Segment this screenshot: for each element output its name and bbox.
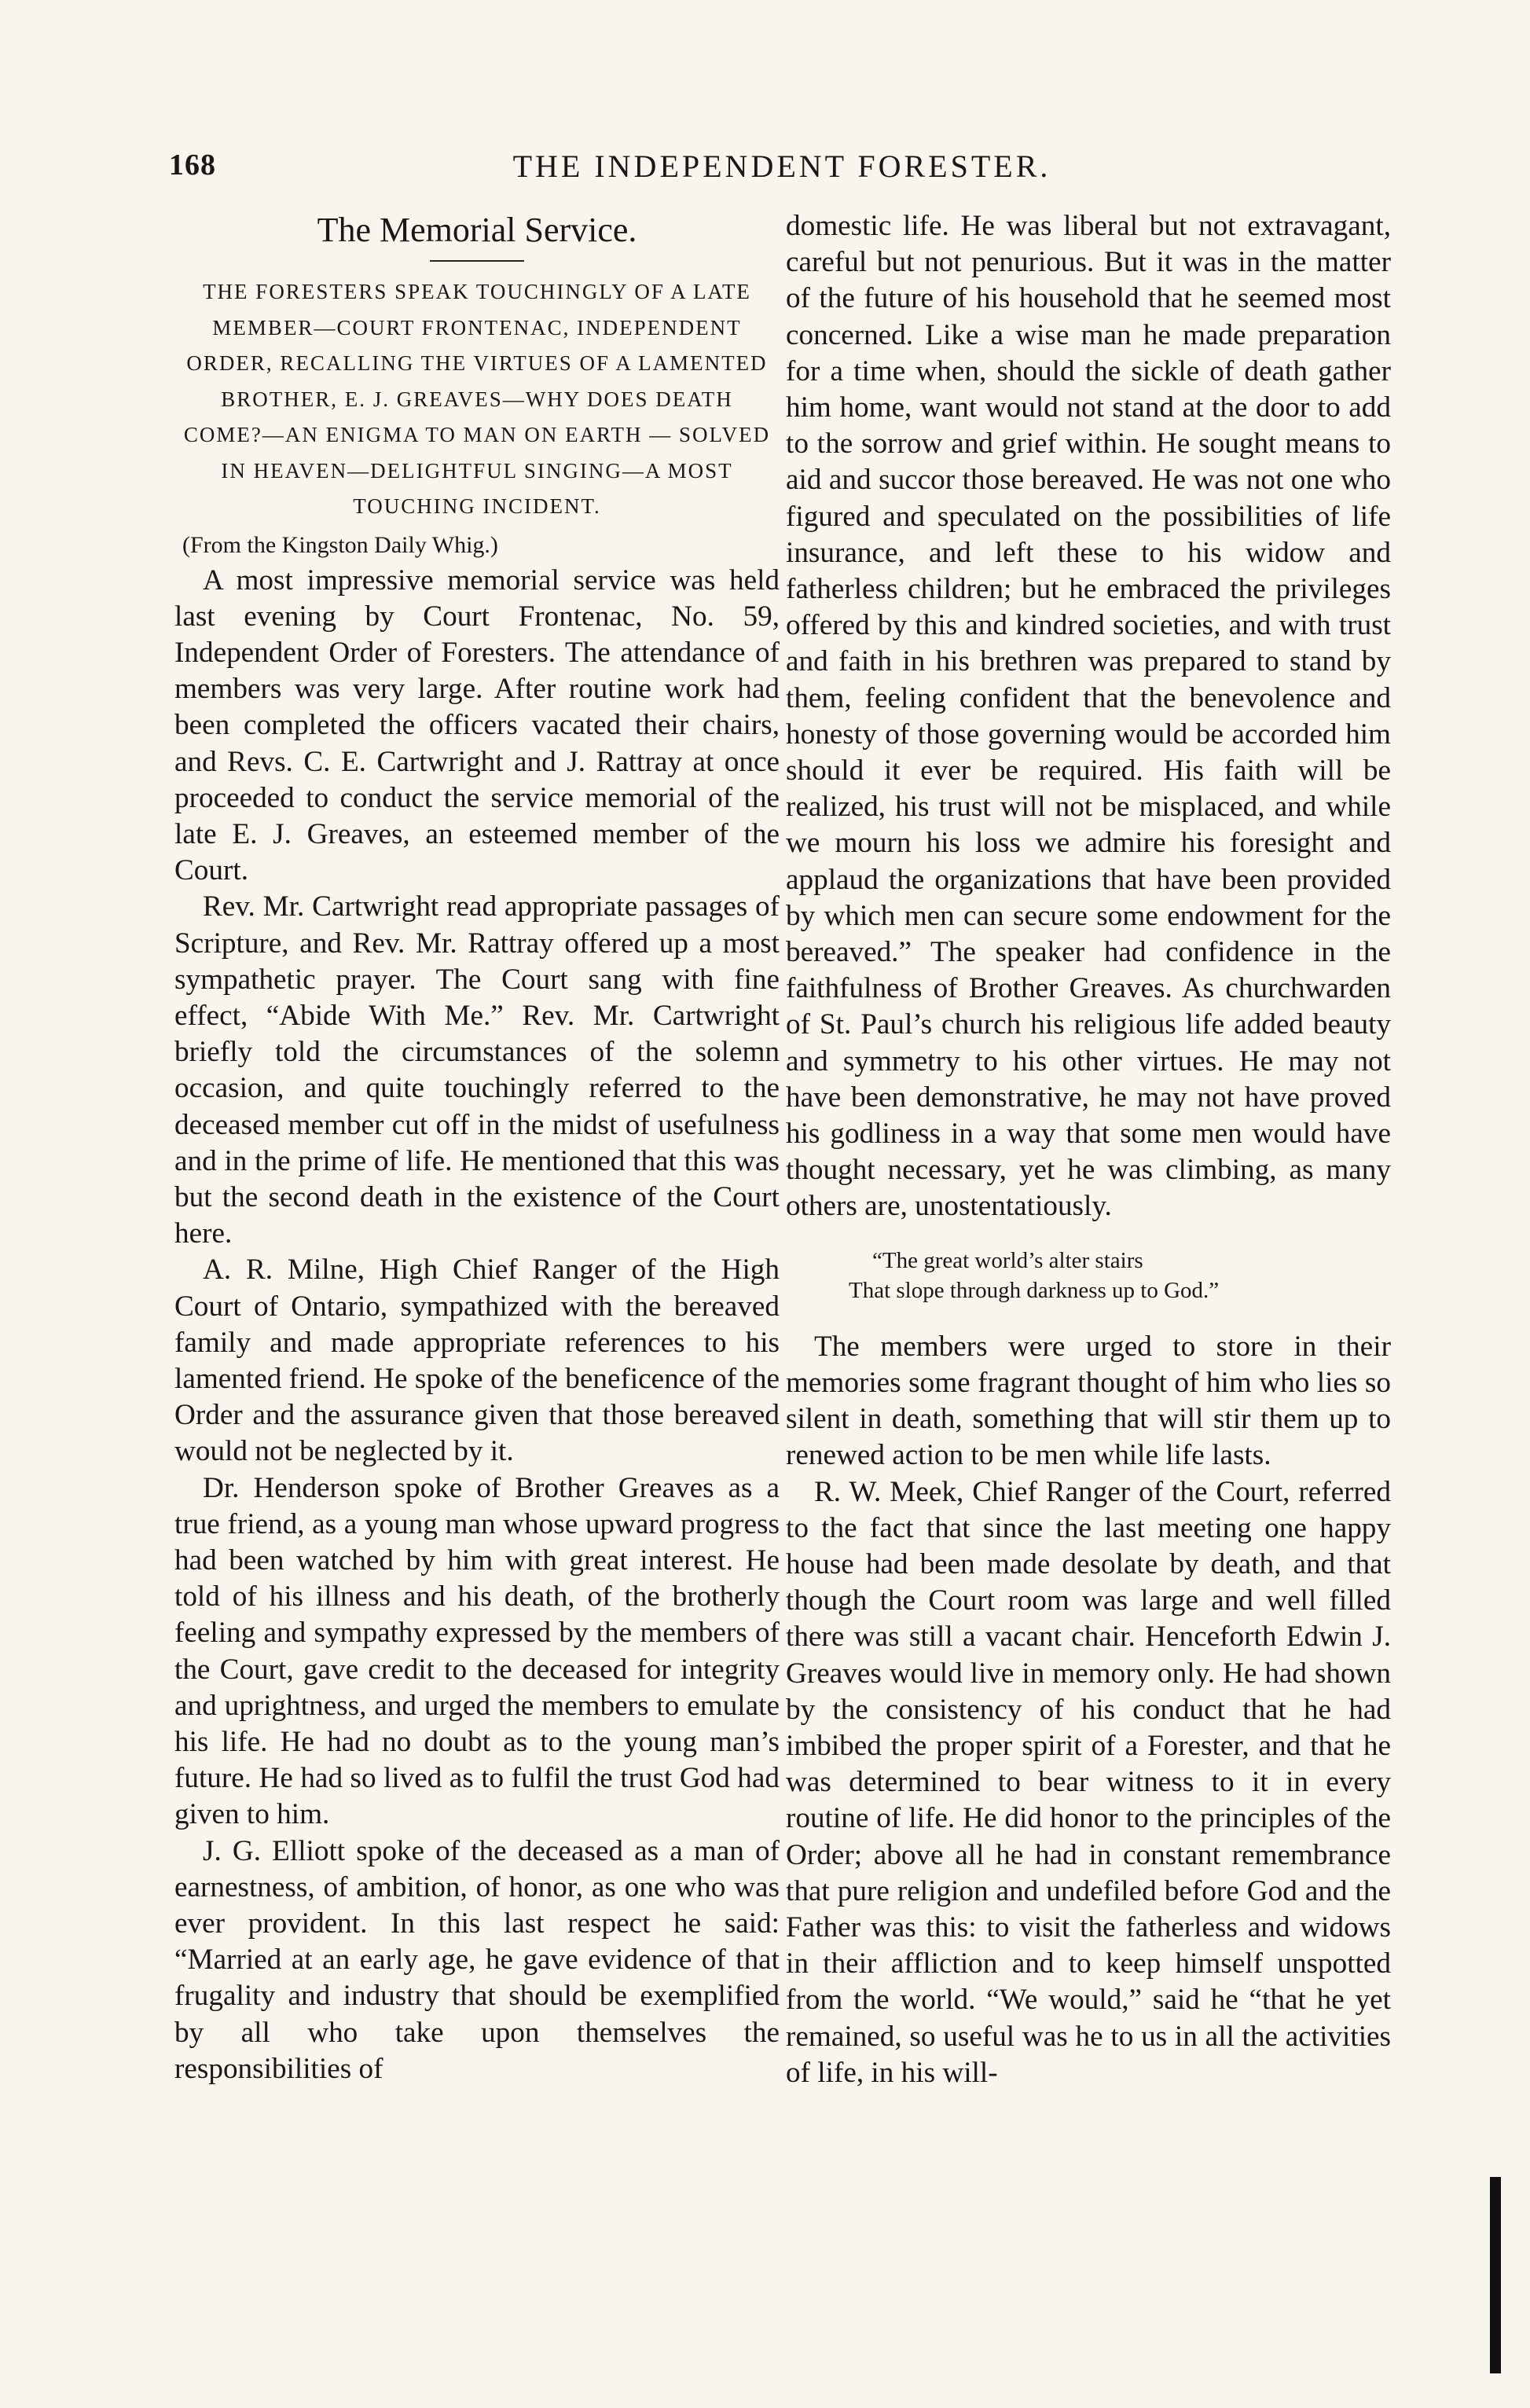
- scan-edge-mark: [1490, 2177, 1501, 2373]
- paragraph: A most impressive memorial service was held last evening by Court Frontenac, No. 59, Independent Order of Foresters. The attendance of members was very large. After routine work had been completed the officers vacated their chairs, and Revs. C. E. Cartwright and J. Rattray at once proceeded to conduct the service memorial of the late E. J. Greaves, an esteemed member of the Court.: [174, 563, 780, 887]
- page-number: 168: [169, 149, 216, 182]
- paragraph: R. W. Meek, Chief Ranger of the Court, referred to the fact that since the last meeting one happy house had been made desolate by death, and that though the Court room was large and well filled there was still a vacant chair. Henceforth Edwin J. Greaves would live in memory only. He had shown by the consistency of his conduct that he had imbibed the proper spirit of a Forester, and that he was determined to bear witness to it in every routine of life. He did honor to the principles of the Order; above all he had in constant remembrance that pure religion and undefiled before God and the Father was this: to visit the fatherless and widows in their affliction and to keep himself unspotted from the world. “We would,” said he “that he yet remained, so useful was he to us in all the activities of life, in his will-: [786, 1475, 1391, 2089]
- paragraph: Dr. Henderson spoke of Brother Greaves as a true friend, as a young man whose upward progress had been watched by him with great interest. He told of his illness and his death, of the brotherly feeling and sympathy expressed by the members of the Court, gave credit to the deceased for integrity and uprightness, and urged the members to emulate his life. He had no doubt as to the young man’s future. He had so lived as to fulfil the trust God had given to him.: [174, 1471, 780, 1831]
- poem-line: “The great world’s alter stairs: [872, 1247, 1143, 1273]
- paragraph: A. R. Milne, High Chief Ranger of the High Court of Ontario, sympathized with the bereaved family and made appropriate references to his lamented friend. He spoke of the beneficence of the Order and the assurance given that those bereaved would not be neglected by it.: [174, 1254, 780, 1468]
- paragraph: J. G. Elliott spoke of the deceased as a man of earnestness, of ambition, of honor, as one who was ever provident. In this last respect he said: “Married at an early age, he gave evidence of that frugality and industry that should be exemplified by all who take upon themselves the responsibilities of: [174, 1834, 780, 2085]
- poem-line: That slope through darkness up to God.”: [849, 1277, 1220, 1303]
- right-column: [786, 208, 1391, 2267]
- article-subhead: THE FORESTERS SPEAK TOUCHINGLY OF A LATE MEMBER—COURT FRONTENAC, INDEPENDENT ORDER, RECALLING THE VIRTUES OF A LAMENTED BROTHER, E. J. GREAVES—WHY DOES DEATH COME?—AN ENIGMA TO MAN ON EARTH — SOLVED IN HEAVEN—DELIGHTFUL SINGING—A MOST TOUCHING INCIDENT.: [183, 280, 771, 518]
- title-rule: [430, 260, 524, 262]
- page-header: [169, 148, 1395, 195]
- paragraph: domestic life. He was liberal but not extravagant, careful but not penurious. But it was in the matter of the future of his household that he seemed most concerned. Like a wise man he made preparation for a time when, should the sickle of death gather him home, want would not stand at the door to add to the sorrow and grief within. He sought means to aid and succor those bereaved. He was not one who figured and speculated on the possibilities of life insurance, and left these to his widow and fatherless children; but he embraced the privileges offered by this and kindred societies, and with trust and faith in his brethren was prepared to stand by them, feeling confident that the benevolence and honesty of those governing would be accorded him should it ever be required. His faith will be realized, his trust will not be misplaced, and while we mourn his loss we admire his foresight and applaud the organizations that have been provided by which men can secure some endowment for the bereaved.” The speaker had confidence in the faithfulness of Brother Greaves. As churchwarden of St. Paul’s church his religious life added beauty and symmetry to his other virtues. He may not have been demonstrative, he may not have proved his godliness in a way that some men would have thought necessary, yet he was climbing, as many others are, unostentatiously.: [786, 210, 1391, 1223]
- left-column: [174, 208, 780, 2267]
- paragraph: The members were urged to store in their memories some fragrant thought of him who lies so silent in death, something that will stir them up to renewed action to be men while life lasts.: [786, 1330, 1391, 1472]
- running-title: THE INDEPENDENT FORESTER.: [512, 149, 1051, 184]
- source-credit: (From the Kingston Daily Whig.): [182, 531, 498, 558]
- article-title: The Memorial Service.: [317, 211, 637, 249]
- paragraph: Rev. Mr. Cartwright read appropriate passages of Scripture, and Rev. Mr. Rattray offered up a most sympathetic prayer. The Court sang with fine effect, “Abide With Me.” Rev. Mr. Cartwright briefly told the circumstances of the solemn occasion, and quite touchingly referred to the deceased member cut off in the midst of usefulness and in the prime of life. He mentioned that this was but the second death in the existence of the Court here.: [174, 890, 780, 1250]
- poem-quote: [786, 1246, 1391, 1305]
